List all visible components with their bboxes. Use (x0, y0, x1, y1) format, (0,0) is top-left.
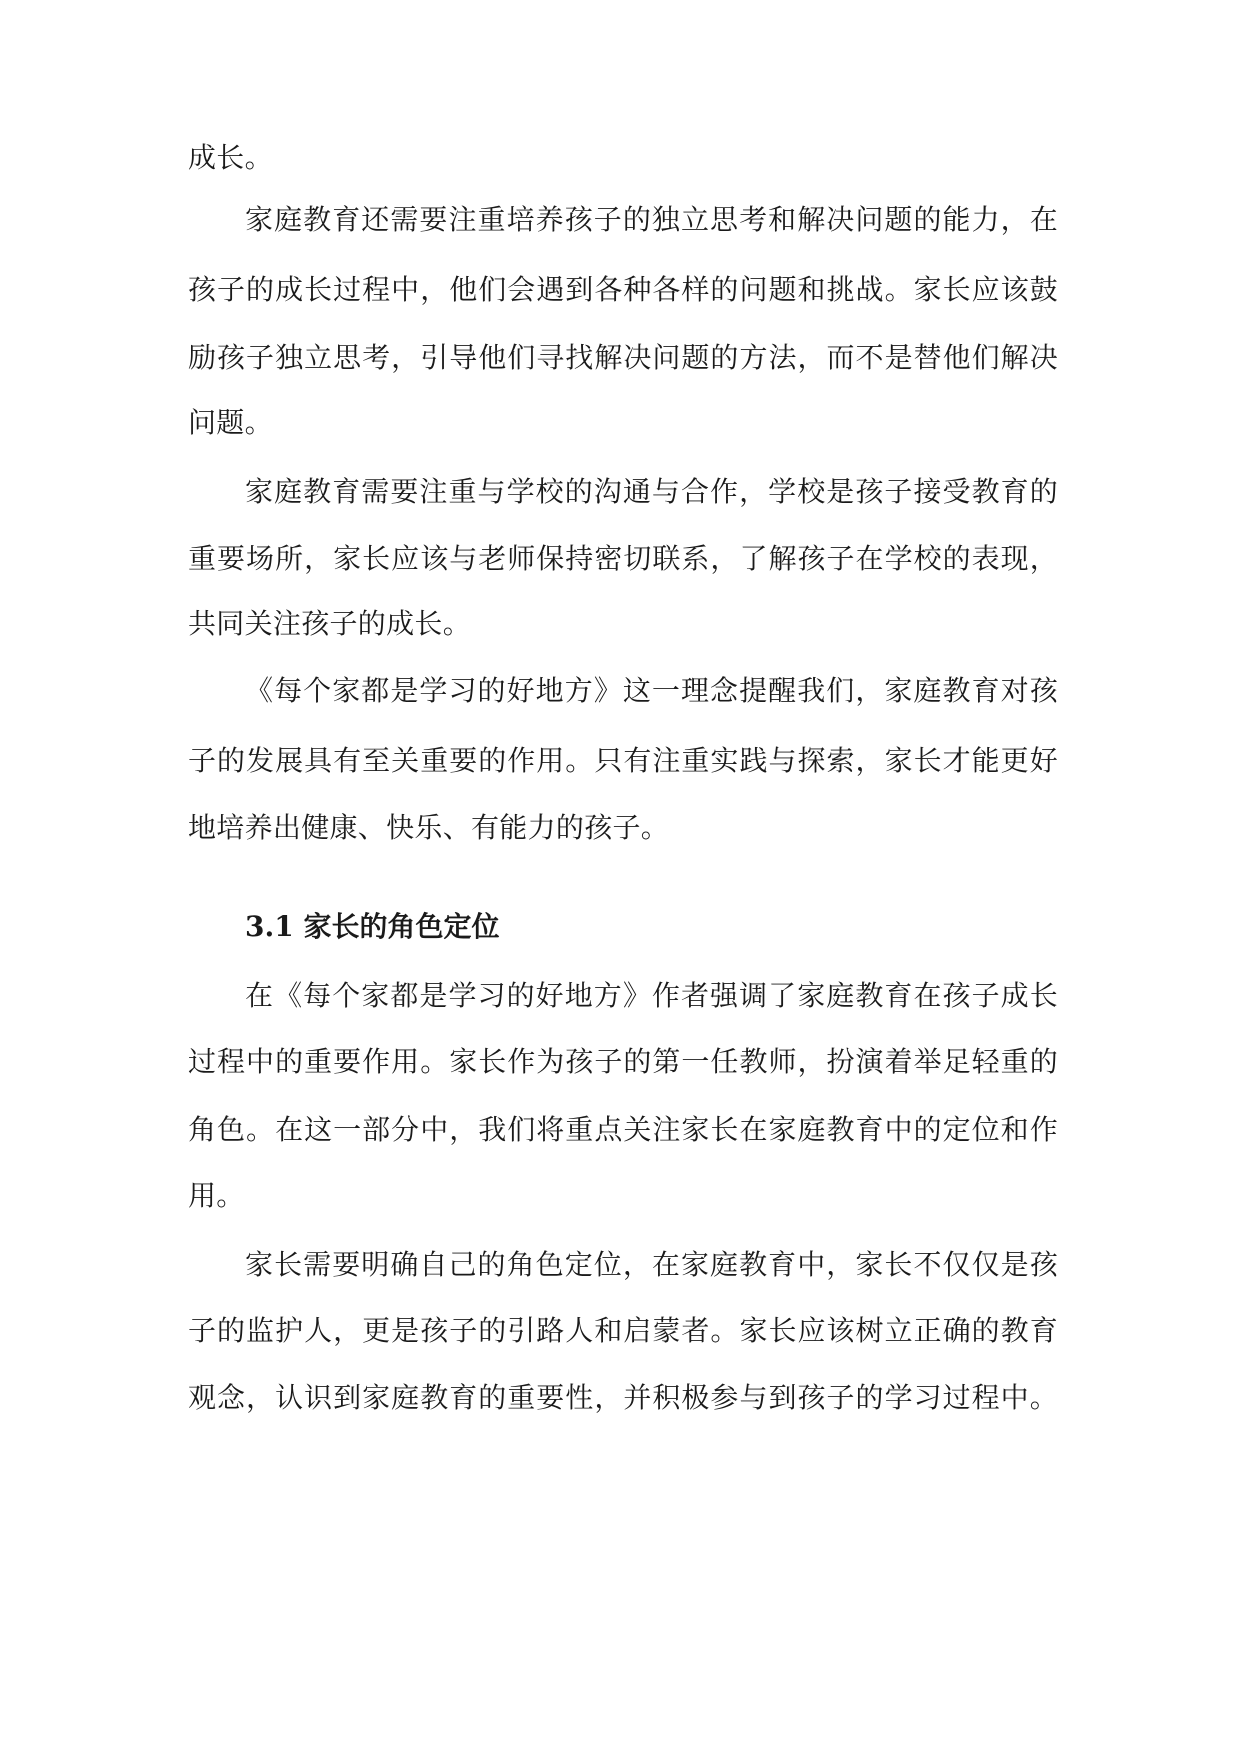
paragraph-line: 观念，认识到家庭教育的重要性，并积极参与到孩子的学习过程中。 (188, 1381, 1058, 1414)
paragraph-line: 地培养出健康、快乐、有能力的孩子。 (188, 811, 670, 844)
paragraph-line: 家庭教育需要注重与学校的沟通与合作，学校是孩子接受教育的 (245, 475, 1058, 508)
paragraph-line: 过程中的重要作用。家长作为孩子的第一任教师，扮演着举足轻重的 (188, 1045, 1058, 1078)
paragraph-line: 问题。 (188, 406, 273, 439)
paragraph-line: 在《每个家都是学习的好地方》作者强调了家庭教育在孩子成长 (245, 979, 1058, 1012)
paragraph-line: 《每个家都是学习的好地方》这一理念提醒我们，家庭教育对孩 (245, 674, 1058, 707)
paragraph-line: 重要场所，家长应该与老师保持密切联系，了解孩子在学校的表现， (188, 542, 1058, 575)
paragraph-line: 共同关注孩子的成长。 (188, 607, 472, 640)
paragraph-line: 子的监护人，更是孩子的引路人和启蒙者。家长应该树立正确的教育 (188, 1314, 1058, 1347)
section-heading: 3.1 家长的角色定位 (245, 910, 500, 943)
paragraph-line: 子的发展具有至关重要的作用。只有注重实践与探索，家长才能更好 (188, 744, 1058, 777)
paragraph-line: 励孩子独立思考，引导他们寻找解决问题的方法，而不是替他们解决 (188, 341, 1058, 374)
paragraph-line: 用。 (188, 1179, 245, 1212)
paragraph-line: 家长需要明确自己的角色定位，在家庭教育中，家长不仅仅是孩 (245, 1248, 1058, 1281)
paragraph-line: 角色。在这一部分中，我们将重点关注家长在家庭教育中的定位和作 (188, 1113, 1058, 1146)
paragraph-line: 成长。 (188, 141, 273, 174)
paragraph-line: 孩子的成长过程中，他们会遇到各种各样的问题和挑战。家长应该鼓 (188, 273, 1058, 306)
paragraph-line: 家庭教育还需要注重培养孩子的独立思考和解决问题的能力，在 (245, 203, 1058, 236)
